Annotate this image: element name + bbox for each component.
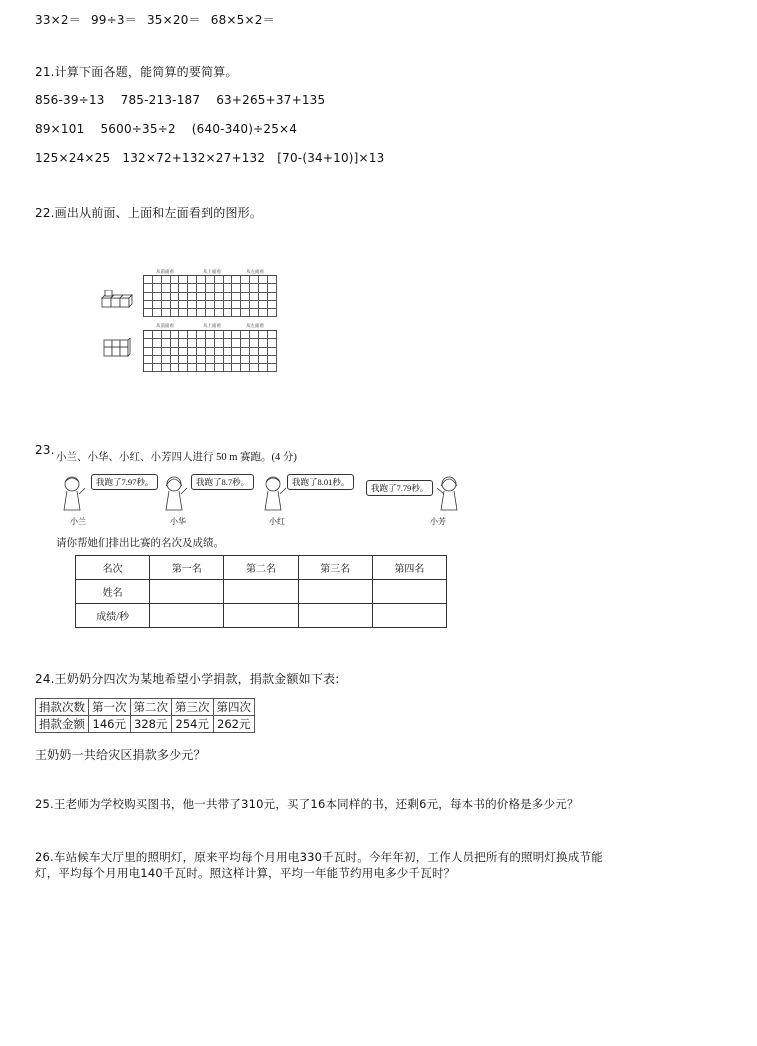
q22-title: 22.画出从前面、上面和左面看到的图形。 — [35, 206, 263, 220]
grid-cell[interactable] — [171, 356, 180, 364]
grid-cell[interactable] — [162, 331, 171, 339]
grid-cell[interactable] — [259, 348, 268, 356]
grid-cell[interactable] — [232, 364, 241, 372]
grid-cell[interactable] — [224, 364, 233, 372]
drawing-grid-1[interactable] — [143, 275, 277, 317]
grid-cell[interactable] — [215, 284, 224, 292]
grid-cell[interactable] — [206, 284, 215, 292]
grid-cell[interactable] — [268, 301, 277, 309]
grid-cell[interactable] — [171, 284, 180, 292]
grid-cell[interactable] — [179, 364, 188, 372]
grid-cell[interactable] — [241, 348, 250, 356]
grid-cell[interactable] — [162, 276, 171, 284]
grid-cell[interactable] — [206, 309, 215, 317]
grid-cell[interactable] — [268, 293, 277, 301]
grid-cell[interactable] — [250, 348, 259, 356]
grid-cell[interactable] — [179, 356, 188, 364]
grid-cell[interactable] — [232, 276, 241, 284]
grid-cell[interactable] — [153, 293, 162, 301]
grid-label-front: 从前面看 — [156, 270, 174, 275]
answer-cell[interactable] — [372, 580, 446, 604]
grid-cell[interactable] — [153, 348, 162, 356]
grid-cell[interactable] — [268, 364, 277, 372]
expr: 33×2＝ — [35, 13, 81, 27]
q21-title: 21.计算下面各题，能简算的要简算。 — [35, 65, 238, 79]
grid-cell[interactable] — [153, 356, 162, 364]
speech-bubble-xiaolan: 我跑了7.97秒。 — [91, 474, 158, 490]
q26-line1: 26.车站候车大厅里的照明灯，原来平均每个月用电330千瓦时。今年年初，工作人员把所有的照明灯换成节能 — [35, 850, 603, 864]
grid-cell[interactable] — [259, 364, 268, 372]
grid-cell[interactable] — [215, 348, 224, 356]
grid-cell[interactable] — [250, 356, 259, 364]
q23-title: 小兰、小华、小红、小芳四人进行 50 m 赛跑。(4 分) — [56, 452, 297, 463]
grid-cell[interactable] — [224, 356, 233, 364]
grid-cell[interactable] — [268, 356, 277, 364]
grid-cell[interactable] — [232, 301, 241, 309]
grid-cell[interactable] — [259, 331, 268, 339]
answer-cell[interactable] — [224, 580, 298, 604]
grid-cell[interactable] — [153, 276, 162, 284]
grid-cell[interactable] — [241, 276, 250, 284]
grid-cell[interactable] — [144, 293, 153, 301]
grid-cell[interactable] — [179, 309, 188, 317]
cube-figure-2 — [102, 338, 132, 360]
expr: [70-(34+10)]×13 — [277, 151, 385, 165]
grid-cell[interactable] — [268, 348, 277, 356]
grid-cell[interactable] — [268, 339, 277, 347]
grid-cell[interactable] — [197, 364, 206, 372]
grid-cell[interactable] — [215, 331, 224, 339]
grid-cell[interactable] — [162, 356, 171, 364]
grid-cell[interactable] — [162, 293, 171, 301]
q21-row2 — [35, 122, 297, 136]
grid-cell[interactable] — [171, 293, 180, 301]
header-cell: 第四名 — [372, 556, 446, 580]
grid-cell[interactable] — [250, 301, 259, 309]
donation-table — [35, 698, 255, 733]
grid-label-top: 从上面看 — [203, 270, 221, 275]
grid-cell[interactable] — [232, 348, 241, 356]
answer-cell[interactable] — [224, 604, 298, 628]
grid-cell[interactable] — [197, 356, 206, 364]
grid-cell[interactable] — [179, 301, 188, 309]
grid-cell[interactable] — [241, 284, 250, 292]
grid-cell[interactable] — [215, 356, 224, 364]
grid-cell[interactable] — [162, 348, 171, 356]
grid-cell[interactable] — [232, 309, 241, 317]
answer-cell[interactable] — [298, 580, 372, 604]
name-xiaohua: 小华 — [170, 517, 186, 526]
grid-cell[interactable] — [188, 356, 197, 364]
expr: 132×72+132×27+132 — [122, 151, 266, 165]
grid-cell[interactable] — [206, 301, 215, 309]
girl-xiaohua-illustration — [160, 474, 190, 514]
grid-cell[interactable] — [224, 309, 233, 317]
grid-cell[interactable] — [144, 348, 153, 356]
grid-cell[interactable] — [250, 284, 259, 292]
grid-cell[interactable] — [197, 284, 206, 292]
answer-cell[interactable] — [150, 580, 224, 604]
grid-cell[interactable] — [215, 301, 224, 309]
grid-cell[interactable] — [215, 339, 224, 347]
grid-cell[interactable] — [206, 339, 215, 347]
expr: 99÷3＝ — [90, 13, 137, 27]
grid-cell[interactable] — [144, 339, 153, 347]
grid-label-left: 从左面看 — [246, 270, 264, 275]
grid-cell[interactable] — [144, 331, 153, 339]
speech-bubble-xiaohua: 我跑了8.7秒。 — [191, 474, 254, 490]
table-cell: 捐款次数 — [36, 699, 89, 716]
q21-row1 — [35, 93, 325, 107]
grid-cell[interactable] — [268, 276, 277, 284]
grid-cell[interactable] — [241, 309, 250, 317]
grid-label-left: 从左面看 — [246, 324, 264, 329]
q23-prompt: 请你帮她们排出比赛的名次及成绩。 — [56, 538, 224, 549]
answer-cell[interactable] — [372, 604, 446, 628]
grid-cell[interactable] — [224, 293, 233, 301]
grid-cell[interactable] — [179, 293, 188, 301]
table-cell: 第二次 — [130, 699, 172, 716]
cube-figure-1 — [100, 290, 134, 310]
grid-cell[interactable] — [171, 364, 180, 372]
grid-cell[interactable] — [241, 364, 250, 372]
grid-cell[interactable] — [268, 331, 277, 339]
grid-cell[interactable] — [179, 276, 188, 284]
grid-cell[interactable] — [232, 293, 241, 301]
grid-label-top: 从上面看 — [203, 324, 221, 329]
grid-cell[interactable] — [179, 348, 188, 356]
grid-cell[interactable] — [206, 331, 215, 339]
grid-cell[interactable] — [232, 356, 241, 364]
expr: 856-39÷13 — [35, 93, 105, 107]
girl-xiaolan-illustration — [58, 474, 88, 514]
header-cell: 名次 — [76, 556, 150, 580]
q25-text: 25.王老师为学校购买图书，他一共带了310元，买了16本同样的书，还剩6元，每本书的价格是多少元？ — [35, 797, 579, 811]
answer-cell[interactable] — [298, 604, 372, 628]
grid-cell[interactable] — [171, 339, 180, 347]
grid-cell[interactable] — [259, 301, 268, 309]
grid-cell[interactable] — [153, 364, 162, 372]
grid-cell[interactable] — [206, 293, 215, 301]
q23-number: 23. — [35, 443, 55, 457]
table-cell: 捐款金额 — [36, 716, 89, 733]
expr: 785-213-187 — [120, 93, 201, 107]
grid-cell[interactable] — [162, 364, 171, 372]
expr: 63+265+37+135 — [216, 93, 326, 107]
grid-cell[interactable] — [188, 309, 197, 317]
grid-cell[interactable] — [232, 339, 241, 347]
table-cell: 第三次 — [172, 699, 214, 716]
grid-cell[interactable] — [197, 331, 206, 339]
grid-cell[interactable] — [171, 301, 180, 309]
grid-cell[interactable] — [250, 309, 259, 317]
grid-cell[interactable] — [144, 364, 153, 372]
header-cell: 第二名 — [224, 556, 298, 580]
grid-cell[interactable] — [224, 301, 233, 309]
grid-cell[interactable] — [188, 276, 197, 284]
expr: 125×24×25 — [35, 151, 111, 165]
grid-cell[interactable] — [259, 309, 268, 317]
grid-cell[interactable] — [268, 309, 277, 317]
grid-cell[interactable] — [162, 301, 171, 309]
grid-cell[interactable] — [232, 331, 241, 339]
q24-question: 王奶奶一共给灾区捐款多少元？ — [35, 748, 206, 762]
speech-bubble-xiaohong: 我跑了8.01秒。 — [287, 474, 354, 490]
grid-cell[interactable] — [259, 339, 268, 347]
grid-cell[interactable] — [259, 276, 268, 284]
grid-cell[interactable] — [171, 276, 180, 284]
grid-cell[interactable] — [241, 293, 250, 301]
grid-cell[interactable] — [215, 309, 224, 317]
grid-cell[interactable] — [162, 339, 171, 347]
grid-cell[interactable] — [241, 356, 250, 364]
grid-cell[interactable] — [153, 284, 162, 292]
grid-cell[interactable] — [224, 339, 233, 347]
grid-cell[interactable] — [232, 284, 241, 292]
grid-cell[interactable] — [259, 293, 268, 301]
grid-cell[interactable] — [241, 301, 250, 309]
grid-cell[interactable] — [179, 339, 188, 347]
grid-cell[interactable] — [197, 293, 206, 301]
grid-cell[interactable] — [250, 364, 259, 372]
grid-cell[interactable] — [171, 348, 180, 356]
grid-cell[interactable] — [224, 284, 233, 292]
speech-bubble-xiaofang: 我跑了7.79秒。 — [366, 480, 433, 496]
header-cell: 第一名 — [150, 556, 224, 580]
grid-cell[interactable] — [224, 331, 233, 339]
grid-cell[interactable] — [250, 331, 259, 339]
grid-cell[interactable] — [250, 339, 259, 347]
grid-cell[interactable] — [206, 356, 215, 364]
grid-cell[interactable] — [224, 348, 233, 356]
grid-cell[interactable] — [268, 284, 277, 292]
row-label: 成绩/秒 — [76, 604, 150, 628]
grid-cell[interactable] — [197, 301, 206, 309]
grid-cell[interactable] — [215, 364, 224, 372]
grid-cell[interactable] — [153, 339, 162, 347]
grid-cell[interactable] — [162, 284, 171, 292]
grid-cell[interactable] — [179, 331, 188, 339]
expr: 68×5×2＝ — [210, 13, 275, 27]
grid-cell[interactable] — [153, 309, 162, 317]
name-xiaohong: 小红 — [269, 517, 285, 526]
expr: (640-340)÷25×4 — [191, 122, 298, 136]
drawing-grid-2[interactable] — [143, 330, 277, 372]
ranking-table — [75, 555, 447, 628]
grid-cell[interactable] — [162, 309, 171, 317]
grid-cell[interactable] — [144, 301, 153, 309]
grid-cell[interactable] — [206, 276, 215, 284]
grid-cell[interactable] — [206, 364, 215, 372]
grid-cell[interactable] — [215, 276, 224, 284]
grid-cell[interactable] — [144, 356, 153, 364]
grid-cell[interactable] — [171, 331, 180, 339]
grid-cell[interactable] — [241, 331, 250, 339]
table-cell: 262元 — [213, 716, 255, 733]
grid-cell[interactable] — [197, 339, 206, 347]
q24-title: 24.王奶奶分四次为某地希望小学捐款，捐款金额如下表: — [35, 672, 340, 686]
table-cell: 第一次 — [89, 699, 131, 716]
grid-cell[interactable] — [188, 348, 197, 356]
grid-cell[interactable] — [144, 276, 153, 284]
answer-cell[interactable] — [150, 604, 224, 628]
grid-cell[interactable] — [188, 293, 197, 301]
grid-cell[interactable] — [144, 309, 153, 317]
girl-xiaofang-illustration — [433, 474, 465, 514]
grid-cell[interactable] — [197, 276, 206, 284]
table-cell: 328元 — [130, 716, 172, 733]
grid-cell[interactable] — [188, 364, 197, 372]
grid-cell[interactable] — [188, 339, 197, 347]
row-label: 姓名 — [76, 580, 150, 604]
grid-cell[interactable] — [188, 284, 197, 292]
q21-row3 — [35, 151, 384, 165]
name-xiaofang: 小芳 — [430, 517, 446, 526]
grid-cell[interactable] — [215, 293, 224, 301]
grid-cell[interactable] — [144, 284, 153, 292]
grid-label-front: 从前面看 — [156, 324, 174, 329]
grid-cell[interactable] — [224, 276, 233, 284]
grid-cell[interactable] — [179, 284, 188, 292]
name-xiaolan: 小兰 — [70, 517, 86, 526]
grid-cell[interactable] — [206, 348, 215, 356]
grid-cell[interactable] — [171, 309, 180, 317]
grid-cell[interactable] — [153, 301, 162, 309]
header-cell: 第三名 — [298, 556, 372, 580]
expr: 5600÷35÷2 — [100, 122, 176, 136]
q26-line2: 灯，平均每个月用电140千瓦时。照这样计算，平均一年能节约用电多少千瓦时？ — [35, 866, 456, 880]
grid-cell[interactable] — [259, 356, 268, 364]
grid-cell[interactable] — [153, 331, 162, 339]
grid-cell[interactable] — [250, 276, 259, 284]
grid-cell[interactable] — [197, 348, 206, 356]
table-cell: 146元 — [89, 716, 131, 733]
grid-cell[interactable] — [259, 284, 268, 292]
grid-cell[interactable] — [188, 331, 197, 339]
grid-cell[interactable] — [250, 293, 259, 301]
table-cell: 254元 — [172, 716, 214, 733]
grid-cell[interactable] — [197, 309, 206, 317]
grid-cell[interactable] — [188, 301, 197, 309]
expr: 89×101 — [35, 122, 85, 136]
expr: 35×20＝ — [146, 13, 201, 27]
table-cell: 第四次 — [213, 699, 255, 716]
q20-expressions — [35, 11, 275, 28]
grid-cell[interactable] — [241, 339, 250, 347]
girl-xiaohong-illustration — [259, 474, 289, 514]
